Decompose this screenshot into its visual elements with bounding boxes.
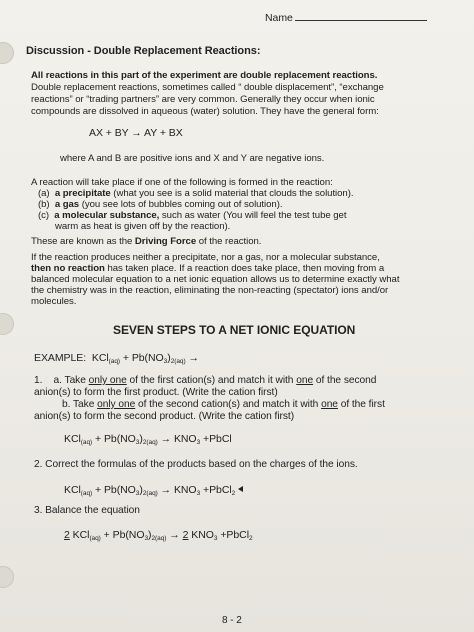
general-form-equation: AX + BY → AY + BX: [89, 127, 183, 139]
step-2: 2. Correct the formulas of the products based on the charges of the ions.: [34, 459, 358, 470]
condition-b: (b) a gas (you see lots of bubbles coming out of solution).: [38, 199, 283, 210]
example-line: [34, 353, 199, 364]
step-1b-continued: anion(s) to form the second product. (Write the cation first): [34, 411, 295, 422]
step-1a: 1. a. Take only one of the first cation(s) and match it with one of the second: [34, 375, 377, 386]
discussion-title: Discussion - Double Replacement Reactions:: [26, 45, 261, 57]
punch-hole: [0, 566, 14, 588]
intro-line: compounds are dissolved in aqueous (water) solution. They have the general form:: [31, 106, 379, 117]
condition-c-continued: warm as heat is given off by the reaction).: [55, 221, 231, 232]
no-reaction-line: molecules.: [31, 296, 77, 307]
no-reaction-line: then no reaction has taken place. If a reaction does take place, then moving from a: [31, 263, 385, 274]
punch-hole: [0, 313, 14, 335]
example-equation: $KCl_{(aq)} + Pb(NO_3)_{2(aq)}$ →: [89, 352, 199, 365]
steps-title: SEVEN STEPS TO A NET IONIC EQUATION: [113, 323, 356, 337]
intro-bold-line: All reactions in this part of the experiment are double replacement reactions.: [31, 70, 378, 81]
condition-a: (a) a precipitate (what you see is a solid material that clouds the solution).: [38, 188, 354, 199]
intro-line: Double replacement reactions, sometimes called “ double displacement”, “exchange: [31, 82, 384, 93]
condition-c: (c) a molecular substance, such as water (You will feel the test tube get: [38, 210, 347, 221]
no-reaction-line: If the reaction produces neither a precipitate, nor a gas, nor a molecular substance,: [31, 252, 380, 263]
step-1-equation: $KCl_{(aq)} + Pb(NO_3)_{2(aq)} \to KNO_3$ +PbCl: [64, 433, 232, 446]
name-field: [265, 11, 427, 24]
step-3-equation: 2 $KCl_{(aq)} + Pb(NO_3)_{2(aq)} \to 2$ $KNO_3$ +PbCl$_2$: [64, 529, 253, 542]
no-reaction-line: balanced molecular equation to a net ionic equation allows us to determine exactly what: [31, 274, 400, 285]
driving-force-line: These are known as the Driving Force of the reaction.: [31, 236, 262, 247]
page-number: 8 - 2: [222, 615, 242, 626]
step-3: 3. Balance the equation: [34, 505, 140, 516]
pointer-arrow-icon: [238, 486, 243, 492]
name-label: Name: [265, 12, 293, 24]
punch-hole: [0, 42, 14, 64]
name-blank-line: [295, 11, 427, 21]
step-1b: b. Take only one of the second cation(s) and match it with one of the first: [62, 399, 385, 410]
step-2-equation: $KCl_{(aq)} + Pb(NO_3)_{2(aq)} \to KNO_3$ +PbCl$_2$: [64, 485, 243, 496]
intro-line: reactions” or “trading partners” are very common. Generally they occur when ionic: [31, 94, 375, 105]
where-line: where A and B are positive ions and X and Y are negative ions.: [60, 153, 325, 164]
step-1a-continued: anion(s) to form the first product. (Write the cation first): [34, 387, 278, 398]
no-reaction-line: the chemistry was in the reaction, eliminating the non-reacting (spectator) ions and/or: [31, 285, 389, 296]
example-label: EXAMPLE:: [34, 352, 87, 364]
condition-intro: A reaction will take place if one of the following is formed in the reaction:: [31, 177, 333, 188]
